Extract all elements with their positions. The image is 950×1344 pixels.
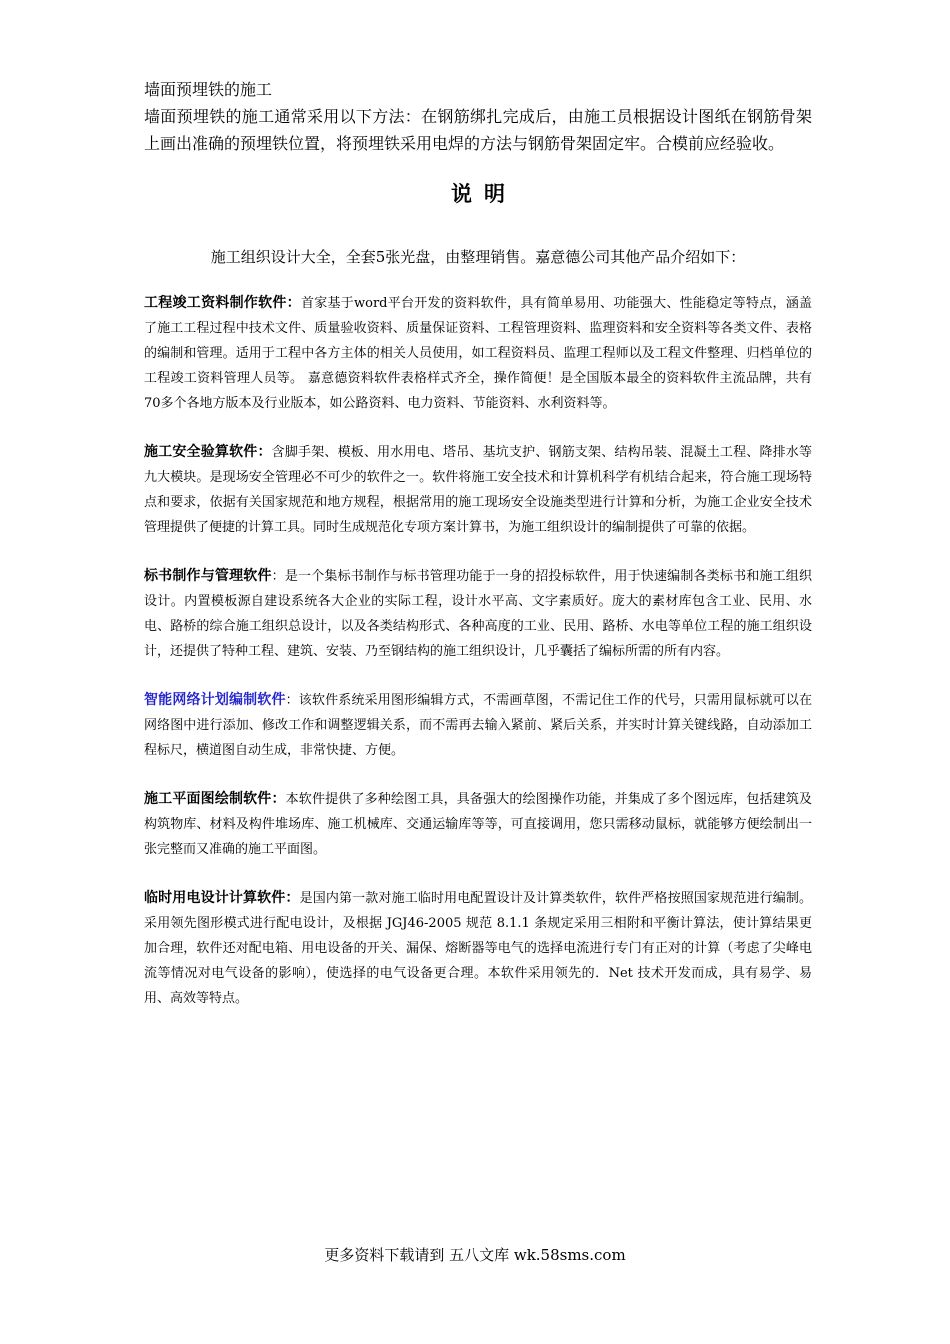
product-desc: ：是一个集标书制作与标书管理功能于一身的招投标软件，用于快速编制各类标书和施工组织设计。内置模板源自建设系统各大企业的实际工程，设计水平高、文字素质好。庞大的素材库包含工业、民用、水电、路桥的综合施工组织总设计，以及各类结构形式、各种高度的工业、民用、路桥、水电等单位工程的施工组织设计，还提供了特种工程、建筑、安装、乃至钢结构的施工组织设计，几乎囊括了编标所需的所有内容。	[144, 569, 812, 659]
product-desc: ：该软件系统采用图形编辑方式，不需画草图，不需记住工作的代号，只需用鼠标就可以在网络图中进行添加、修改工作和调整逻辑关系，而不需再去输入紧前、紧后关系，并实时计算关键线路，自动添加工程标尺，横道图自动生成，非常快捷、方便。	[144, 693, 812, 758]
product-item	[144, 688, 812, 763]
product-desc: 是国内第一款对施工临时用电配置设计及计算类软件，软件严格按照国家规范进行编制。采用领先图形模式进行配电设计，及根据 JGJ46-2005 规范 8.1.1 条规定采用三相附和平衡计算法，使计算结果更加合理，软件还对配电箱、用电设备的开关、漏保、熔断器等电气的选择电流进行专门有正对的计算（考虑了尖峰电流等情况对电气设备的影响），使选择的电气设备更合理。本软件采用领先的．Net 技术开发而成，具有易学、易用、高效等特点。	[144, 891, 812, 1006]
product-item	[144, 886, 812, 1011]
product-name: 工程竣工资料制作软件：	[144, 295, 301, 311]
section-body: 墙面预埋铁的施工通常采用以下方法：在钢筋绑扎完成后，由施工员根据设计图纸在钢筋骨架上画出准确的预埋铁位置，将预埋铁采用电焊的方法与钢筋骨架固定牢。合模前应经验收。	[144, 107, 812, 153]
product-item	[144, 787, 812, 862]
document-page	[144, 76, 812, 1011]
product-name: 临时用电设计计算软件：	[144, 890, 300, 906]
top-section	[144, 76, 812, 157]
product-desc: 首家基于word平台开发的资料软件，具有简单易用、功能强大、性能稳定等特点，涵盖了施工工程过程中技术文件、质量验收资料、质量保证资料、工程管理资料、监理资料和安全资料等各类文件、表格的编制和管理。适用于工程中各方主体的相关人员使用，如工程资料员、监理工程师以及工程文件整理、归档单位的工程竣工资料管理人员等。 嘉意德资料软件表格样式齐全，操作简便！是全国版本最全的资料软件主流品牌，共有70多个各地方版本及行业版本，如公路资料、电力资料、节能资料、水利资料等。	[144, 296, 813, 411]
product-item	[144, 440, 812, 540]
product-name: 施工平面图绘制软件：	[144, 791, 286, 807]
product-item	[144, 564, 812, 664]
intro-paragraph: 施工组织设计大全，全套5张光盘，由整理销售。嘉意德公司其他产品介绍如下：	[210, 248, 746, 266]
product-item	[144, 291, 812, 416]
page-footer: 更多资料下载请到 五八文库 wk.58sms.com	[324, 1246, 626, 1264]
doc-title: 说明	[451, 181, 517, 206]
product-name: 施工安全验算软件：	[144, 444, 272, 460]
product-name-link[interactable]: 智能网络计划编制软件	[144, 692, 286, 708]
product-desc: 含脚手架、模板、用水用电、塔吊、基坑支护、钢筋支架、结构吊装、混凝土工程、降排水等九大模块。是现场安全管理必不可少的软件之一。软件将施工安全技术和计算机科学有机结合起来，符合施工现场特点和要求，依据有关国家规范和地方规程，根据常用的施工现场安全设施类型进行计算和分析，为施工企业安全技术管理提供了便捷的计算工具。同时生成规范化专项方案计算书，为施工组织设计的编制提供了可靠的依据。	[144, 445, 812, 535]
product-desc: 本软件提供了多种绘图工具，具备强大的绘图操作功能，并集成了多个图远库，包括建筑及构筑物库、材料及构件堆场库、施工机械库、交通运输库等等，可直接调用，您只需移动鼠标，就能够方便绘制出一张完整而又准确的施工平面图。	[144, 792, 812, 857]
product-name: 标书制作与管理软件	[144, 568, 272, 584]
section-heading: 墙面预埋铁的施工	[144, 80, 273, 99]
